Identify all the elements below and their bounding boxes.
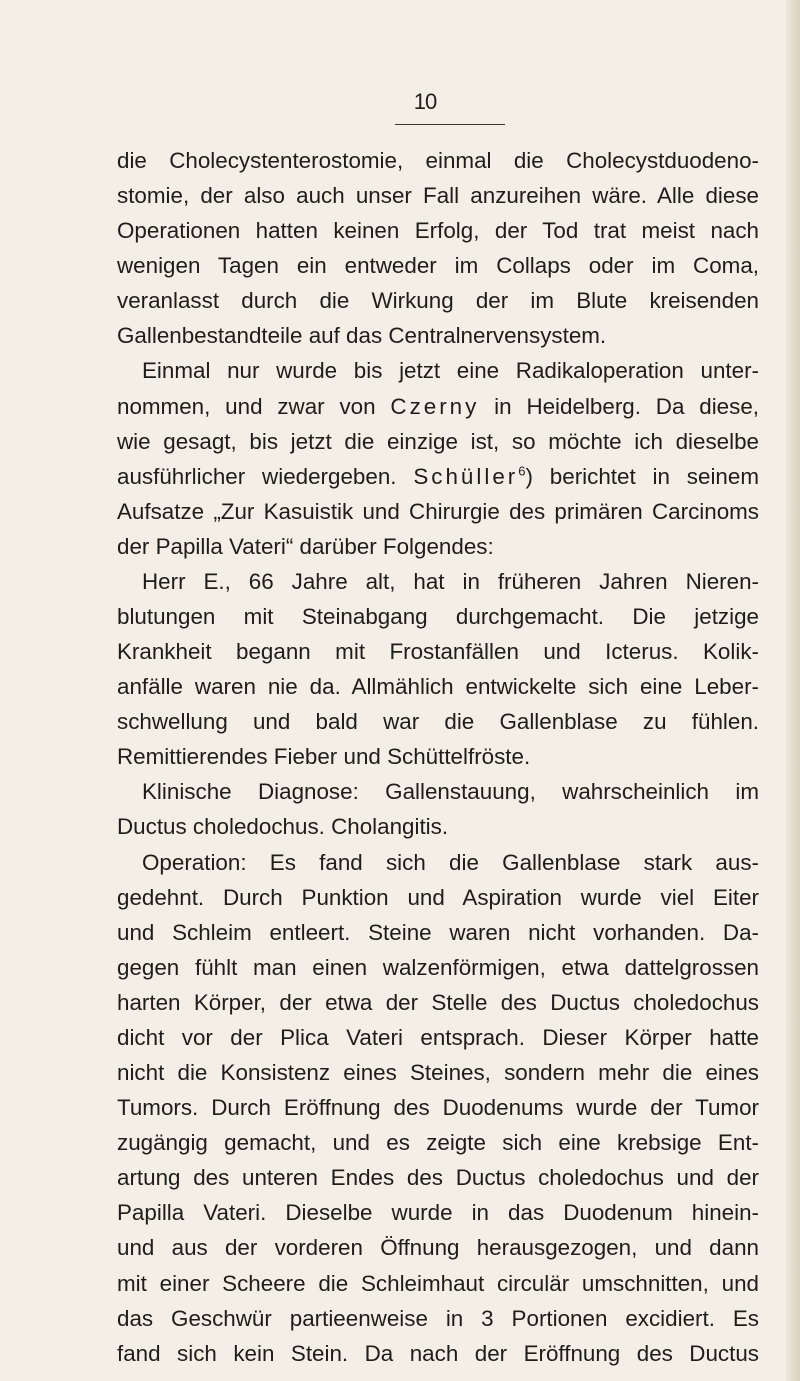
text-line: schwellung und bald war die Gallenblase zu fühlen. [117,709,759,735]
author-name: Czerny [390,393,480,419]
footnote-ref: 6 [518,463,526,479]
text-line: gegen fühlt man einen walzenförmigen, etwa dattelgrossen [117,954,759,980]
text-line: Krankheit begann mit Frostanfällen und Icterus. Kolik- [117,639,759,665]
text-line: Ductus choledochus. Cholangitis. [117,814,449,840]
text-line: artung des unteren Endes des Ductus choledochus und der [117,1165,759,1191]
text-line: Papilla Vateri. Dieselbe wurde in das Duodenum hinein- [117,1200,759,1226]
text-line: veranlasst durch die Wirkung der im Blute kreisenden [117,288,759,314]
text-line: Herr E., 66 Jahre alt, hat in früheren Jahren Nieren- [142,568,759,594]
body-text [117,143,759,1371]
text-line: anfälle waren nie da. Allmählich entwickelte sich eine Leber- [117,674,759,700]
text-line: Operationen hatten keinen Erfolg, der Tod trat meist nach [117,218,759,244]
text-line: nicht die Konsistenz eines Steines, sondern mehr die eines [117,1060,759,1086]
text-fragment: ) berichtet in seinem [525,463,759,489]
text-line: der Papilla Vateri“ darüber Folgendes: [117,533,494,559]
text-line: und Schleim entleert. Steine waren nicht vorhanden. Da- [117,919,759,945]
text-line: Aufsatze „Zur Kasuistik und Chirurgie des primären Carcinoms [117,498,759,524]
text-line: mit einer Scheere die Schleimhaut circulär umschnitten, und [117,1270,759,1296]
text-line: und aus der vorderen Öffnung herausgezogen, und dann [117,1235,759,1261]
author-name: Schüller [413,463,519,489]
text-line: dicht vor der Plica Vateri entsprach. Dieser Körper hatte [117,1024,759,1050]
text-fragment: ausführlicher wiedergeben. [117,463,414,489]
text-line: Tumors. Durch Eröffnung des Duodenums wurde der Tumor [117,1095,759,1121]
text-line: stomie, der also auch unser Fall anzureihen wäre. Alle diese [117,183,759,209]
text-line [117,459,759,494]
page-number: 10 [413,89,437,114]
text-line: Remittierendes Fieber und Schüttelfröste. [117,744,531,770]
text-fragment: nommen, und zwar von [117,393,391,419]
text-line: blutungen mit Steinabgang durchgemacht. Die jetzige [117,604,759,630]
text-line: Operation: Es fand sich die Gallenblase stark aus- [142,849,759,875]
text-line: die Cholecystenterostomie, einmal die Cholecystduodeno- [117,148,759,173]
text-line: Gallenbestandteile auf das Centralnervensystem. [117,323,607,349]
text-line: gedehnt. Durch Punktion und Aspiration wurde viel Eiter [117,884,759,910]
text-line: wie gesagt, bis jetzt die einzige ist, so möchte ich dieselbe [117,428,759,454]
header-rule [395,124,505,125]
text-fragment: in Heidelberg. Da diese, [479,393,759,419]
text-line [117,389,759,424]
text-line: harten Körper, der etwa der Stelle des Ductus choledochus [117,989,759,1015]
text-line: wenigen Tagen ein entweder im Collaps oder im Coma, [117,253,759,279]
page-edge-shadow [786,0,800,1381]
text-line: fand sich kein Stein. Da nach der Eröffnung des Ductus [117,1340,759,1366]
text-line: Klinische Diagnose: Gallenstauung, wahrscheinlich im [142,779,759,805]
text-line: Einmal nur wurde bis jetzt eine Radikaloperation unter- [142,358,759,384]
text-line: zugängig gemacht, und es zeigte sich eine krebsige Ent- [117,1130,759,1156]
text-line: das Geschwür partieenweise in 3 Portionen excidiert. Es [117,1305,759,1331]
